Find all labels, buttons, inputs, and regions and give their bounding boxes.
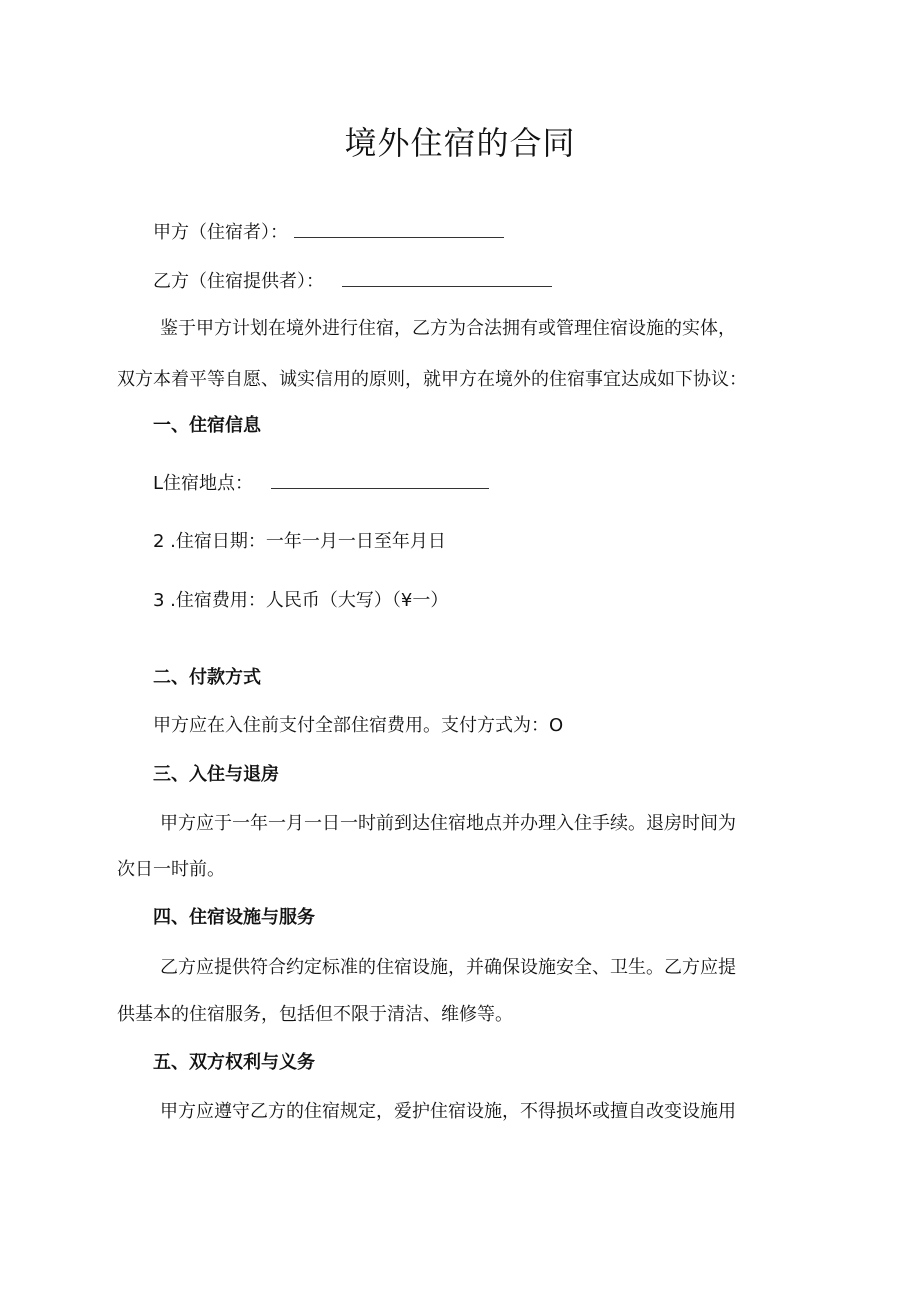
- checkin-line-2: 次日一时前。: [117, 859, 225, 880]
- party-b-blank[interactable]: [342, 268, 552, 287]
- facilities-line-1: 乙方应提供符合约定标准的住宿设施，并确保设施安全、卫生。乙方应提: [160, 957, 736, 978]
- document-title: 境外住宿的合同: [344, 124, 576, 162]
- party-a-line: [153, 219, 504, 246]
- facilities-line-2: 供基本的住宿服务，包括但不限于清洁、维修等。: [117, 1004, 513, 1025]
- section-1-heading: 一、住宿信息: [153, 415, 261, 436]
- intro-line-2: 双方本着平等自愿、诚实信用的原则，就甲方在境外的住宿事宜达成如下协议：: [117, 369, 747, 390]
- lodging-location-line: [153, 470, 489, 497]
- payment-line: 甲方应在入住前支付全部住宿费用。支付方式为：O: [153, 715, 564, 736]
- party-a-label: 甲方（住宿者）：: [153, 222, 288, 243]
- lodging-date-line: 2 .住宿日期：一年一月一日至年月日: [153, 531, 446, 552]
- lodging-location-blank[interactable]: [271, 470, 489, 489]
- section-4-heading: 四、住宿设施与服务: [153, 907, 315, 928]
- party-b-label: 乙方（住宿提供者）：: [153, 271, 324, 292]
- lodging-fee-line: 3 .住宿费用：人民币（大写）（¥一）: [153, 590, 449, 611]
- party-b-line: [153, 268, 552, 295]
- checkin-line-1: 甲方应于一年一月一日一时前到达住宿地点并办理入住手续。退房时间为: [160, 813, 736, 834]
- section-5-heading: 五、双方权利与义务: [153, 1052, 315, 1073]
- party-a-blank[interactable]: [294, 219, 504, 238]
- rights-line-1: 甲方应遵守乙方的住宿规定，爱护住宿设施，不得损坏或擅自改变设施用: [160, 1101, 736, 1122]
- section-2-heading: 二、付款方式: [153, 667, 261, 688]
- lodging-location-label: L住宿地点：: [153, 473, 254, 494]
- section-3-heading: 三、入住与退房: [153, 764, 279, 785]
- intro-line-1: 鉴于甲方计划在境外进行住宿，乙方为合法拥有或管理住宿设施的实体，: [160, 318, 736, 339]
